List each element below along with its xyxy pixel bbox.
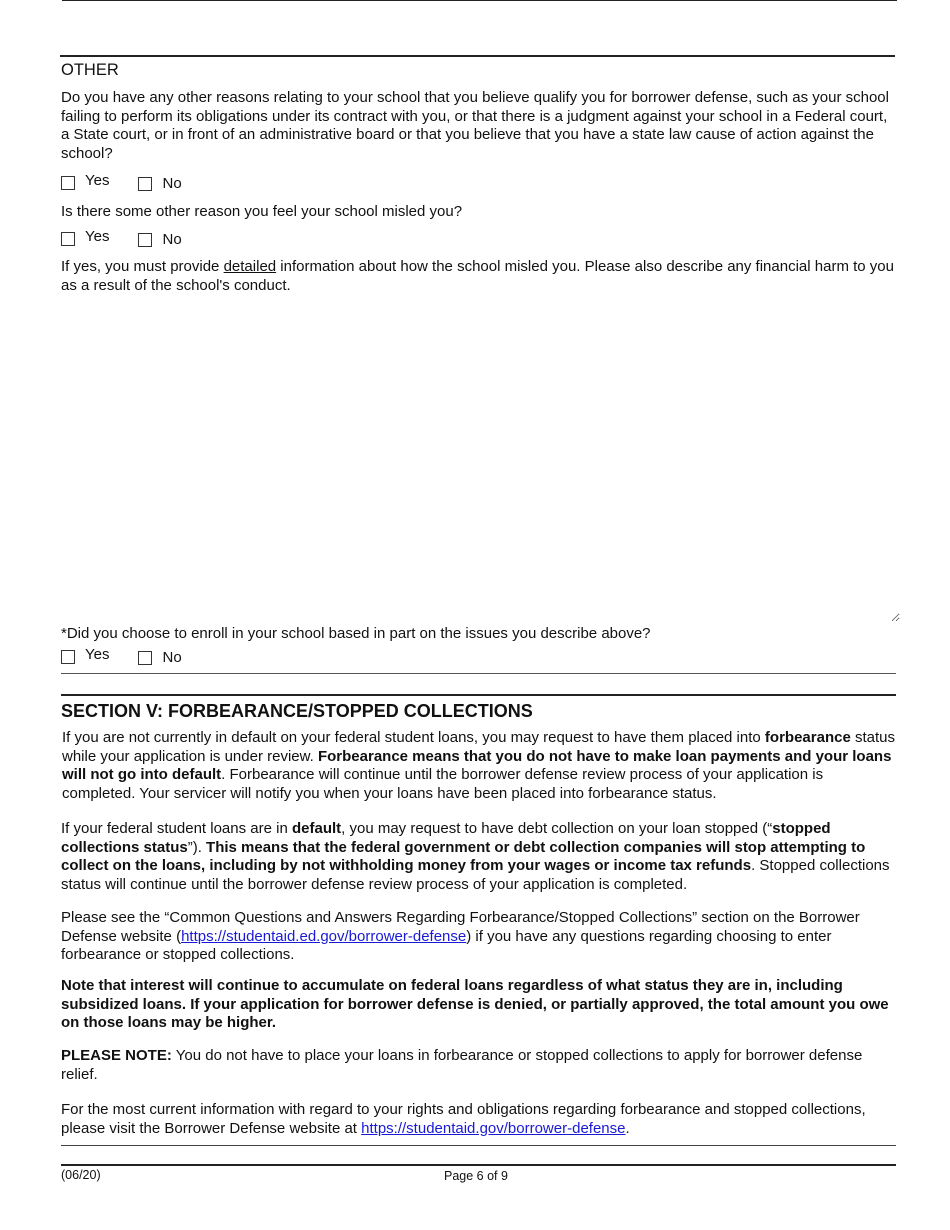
text: For the most current information with regard to your rights and obligations regarding forbearance and stopped collections, please visit the Borrower Defense website at xyxy=(61,1101,866,1137)
stopped-collections-paragraph xyxy=(61,820,896,894)
bold-text: Forbearance means that you do not have to make loan payments and your loans will not go into default xyxy=(62,747,892,783)
bold-text: forbearance xyxy=(764,729,851,746)
option-no[interactable] xyxy=(138,230,181,247)
question-enroll-reason-options xyxy=(61,646,182,666)
checkbox-no-label: No xyxy=(162,174,182,192)
checkbox-no-label: No xyxy=(162,648,182,666)
checkbox-yes[interactable] xyxy=(61,650,75,664)
option-yes[interactable] xyxy=(61,227,110,247)
option-yes[interactable] xyxy=(61,171,110,191)
text: . xyxy=(625,1119,630,1137)
checkbox-no[interactable] xyxy=(138,651,152,665)
checkbox-yes-label: Yes xyxy=(85,227,110,245)
form-revision-date: (06/20) xyxy=(61,1168,101,1182)
question-misled-options xyxy=(61,228,182,248)
question-enroll-reason: *Did you choose to enroll in your school based in part on the issues you describe above? xyxy=(61,625,651,642)
common-questions-paragraph xyxy=(61,909,896,965)
section-end-rule xyxy=(61,673,896,674)
please-note-paragraph xyxy=(61,1047,896,1084)
bold-text: This means that the federal government or debt collection companies will stop attempting to collect on the loans, including by not withholding money from your wages or income tax refunds xyxy=(61,838,866,874)
text: . Forbearance will continue until the borrower defense review process of your application is completed. Your servicer will notify you when your loans have been placed into forbearance status. xyxy=(62,766,824,802)
section-divider-v xyxy=(61,694,896,696)
text: , you may request to have debt collection on your loan stopped (“ xyxy=(341,820,773,837)
content-end-rule xyxy=(61,1145,896,1146)
borrower-defense-link[interactable]: https://studentaid.gov/borrower-defense xyxy=(361,1119,626,1137)
checkbox-no-label: No xyxy=(162,230,182,248)
text: ) if you have any questions regarding choosing to enter forbearance or stopped collections. xyxy=(61,927,832,963)
forbearance-paragraph xyxy=(62,729,896,803)
option-no[interactable] xyxy=(138,648,181,665)
bold-text: stopped collections status xyxy=(61,820,831,856)
page-number: Page 6 of 9 xyxy=(444,1169,508,1183)
checkbox-yes[interactable] xyxy=(61,176,75,190)
detail-instructions-emphasis: detailed xyxy=(223,258,277,275)
section-divider-other xyxy=(60,55,895,57)
top-rule xyxy=(62,0,897,1)
text: Please see the “Common Questions and Answers Regarding Forbearance/Stopped Collections” section on the Borrower Defense website ( xyxy=(61,909,860,945)
checkbox-no[interactable] xyxy=(138,177,152,191)
interest-note-paragraph: Note that interest will continue to accumulate on federal loans regardless of what status they are in, including subsidized loans. If your application for borrower defense is denied, or partially approved, the total amount you owe on those loans may be higher. xyxy=(61,977,889,1031)
option-yes[interactable] xyxy=(61,645,110,665)
footer-rule xyxy=(61,1164,896,1166)
section-heading-other: OTHER xyxy=(61,61,119,79)
question-misled: Is there some other reason you feel your school misled you? xyxy=(61,203,463,220)
section-title-v: SECTION V: FORBEARANCE/STOPPED COLLECTIONS xyxy=(61,701,533,721)
borrower-defense-link-ed[interactable]: https://studentaid.ed.gov/borrower-defense xyxy=(181,927,467,945)
text: ”). xyxy=(187,838,207,856)
please-note-label: PLEASE NOTE: xyxy=(61,1047,172,1064)
detail-instructions xyxy=(61,258,896,295)
text: If you are not currently in default on your federal student loans, you may request to have them placed into xyxy=(62,729,765,746)
checkbox-yes-label: Yes xyxy=(85,171,110,189)
checkbox-yes-label: Yes xyxy=(85,645,110,663)
question-other-reasons: Do you have any other reasons relating to your school that you believe qualify you for borrower defense, such as your school failing to perform its obligations under its contract with you, or that there is a judgment against your school in a Federal court, a State court, or in front of an administrative board or that you believe that you have a state law cause of action against the school? xyxy=(61,89,889,162)
checkbox-yes[interactable] xyxy=(61,232,75,246)
bold-text: default xyxy=(291,820,342,837)
detail-instructions-part1: If yes, you must provide xyxy=(61,258,224,275)
text: If your federal student loans are in xyxy=(61,820,292,837)
text: status while your application is under review. xyxy=(62,729,895,765)
question-other-reasons-options xyxy=(61,172,182,192)
misled-details-textarea[interactable] xyxy=(61,300,900,622)
detail-instructions-part2: information about how the school misled you. Please also describe any financial harm to you as a result of the school's conduct. xyxy=(61,258,894,294)
text: . Stopped collections status will continue until the borrower defense review process of your application is completed. xyxy=(61,857,890,893)
please-note-text: You do not have to place your loans in forbearance or stopped collections to apply for borrower defense relief. xyxy=(61,1047,863,1083)
option-no[interactable] xyxy=(138,174,181,191)
current-info-paragraph xyxy=(61,1101,896,1138)
checkbox-no[interactable] xyxy=(138,233,152,247)
